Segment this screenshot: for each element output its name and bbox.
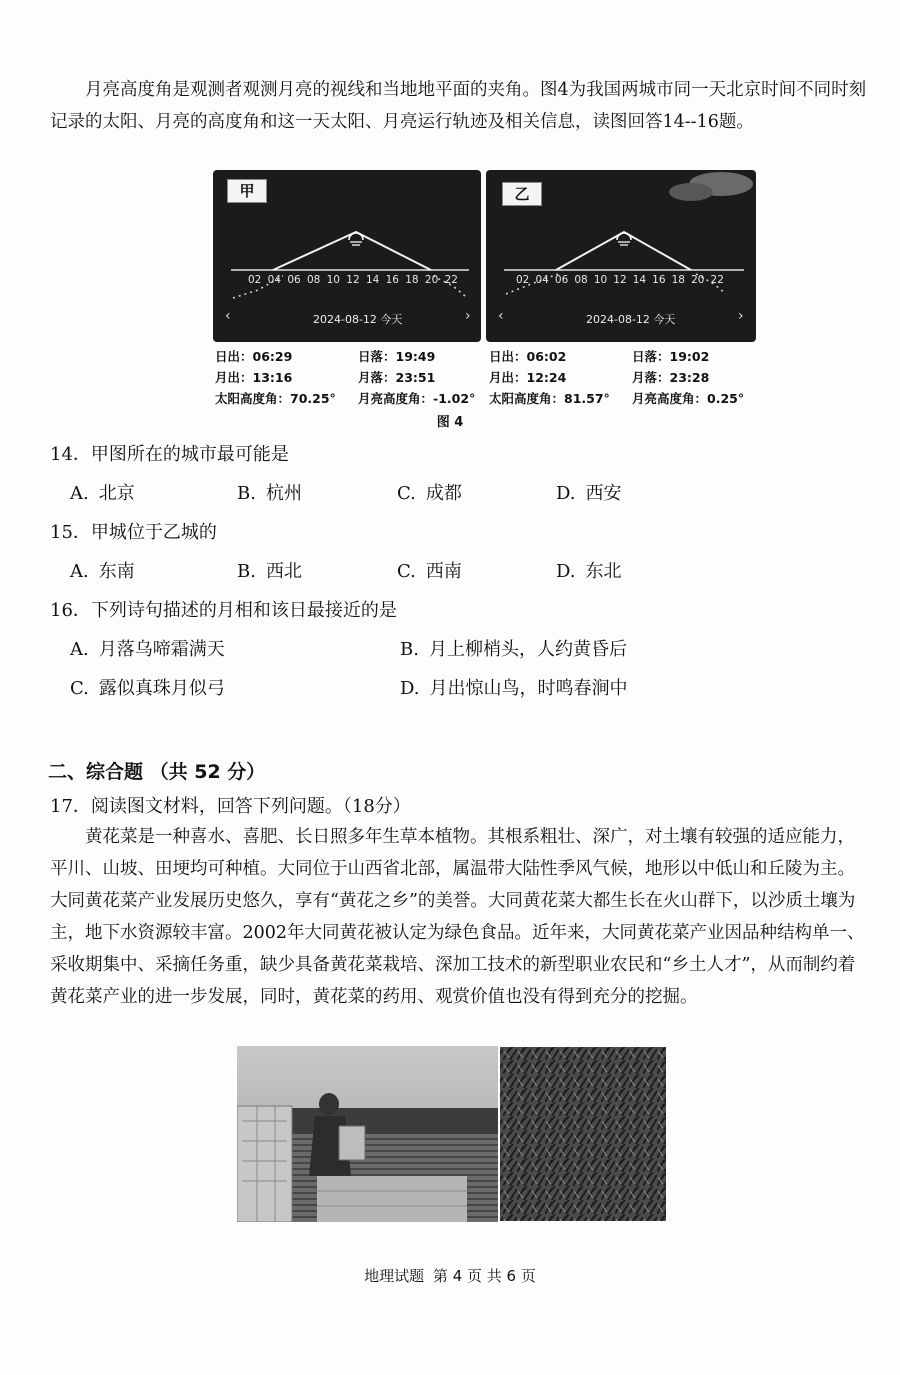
time-axis-ticks-jia (248, 274, 458, 286)
question-16-option-a[interactable]: A. 月落乌啼霜满天 (70, 639, 225, 660)
question-14-option-b[interactable]: B. 杭州 (237, 483, 302, 504)
tick-label: 22 (444, 274, 458, 286)
figure-caption: 图 4 (436, 415, 464, 430)
date-label-jia: 2024-08-12 今天 (313, 313, 403, 326)
chevron-left-icon[interactable]: ‹ (225, 308, 231, 324)
page-footer (0, 1265, 900, 1286)
tick-label: 10 (593, 274, 608, 286)
moon-altitude-yi: 月亮高度角：0.25° (632, 391, 745, 406)
question-15-option-d[interactable]: D. 东北 (556, 561, 622, 582)
footer-page: 第 4 页 共 6 页 (432, 1267, 536, 1285)
tick-label: 14 (365, 274, 380, 286)
question-15-option-a[interactable]: A. 东南 (70, 561, 135, 582)
moonset-yi: 月落：23:28 (632, 370, 710, 385)
question-15-option-c[interactable]: C. 西南 (397, 561, 462, 582)
time-axis-ticks-yi (516, 274, 724, 286)
question-16-option-b[interactable]: B. 月上柳梢头，人约黄昏后 (400, 639, 627, 660)
tick-label: 18 (405, 274, 419, 286)
tick-label: 16 (652, 274, 666, 286)
question-16-stem: 16．下列诗句描述的月相和该日最接近的是 (50, 600, 397, 621)
daylily-photo (237, 1046, 667, 1222)
moonset-jia: 月落：23:51 (358, 370, 436, 385)
section-title: 二、综合题 （共 52 分） (48, 761, 266, 783)
tick-label: 20 (691, 274, 705, 286)
panel-label-yi: 乙 (502, 182, 542, 206)
tick-label: 08 (306, 274, 321, 286)
moonrise-yi: 月出：12:24 (489, 370, 567, 385)
daylily-photo-art (237, 1046, 667, 1222)
info-right-jia (358, 346, 475, 409)
question-14-stem: 14．甲图所在的城市最可能是 (50, 444, 289, 465)
info-right-yi (632, 346, 744, 409)
sunset-yi: 日落：19:02 (632, 349, 710, 364)
sunset-jia: 日落：19:49 (358, 349, 436, 364)
tick-label: 14 (632, 274, 647, 286)
tick-label: 02 (516, 274, 530, 286)
moon-altitude-jia: 月亮高度角：-1.02° (358, 391, 476, 406)
tick-label: 18 (671, 274, 685, 286)
sunrise-jia: 日出：06:29 (215, 349, 293, 364)
panel-label-jia: 甲 (227, 179, 267, 203)
question-15-stem: 15．甲城位于乙城的 (50, 522, 217, 543)
tick-label: 02 (248, 274, 262, 286)
sun-icon (617, 233, 631, 245)
tick-label: 06 (554, 274, 569, 286)
chevron-right-icon[interactable]: › (465, 308, 471, 324)
tick-label: 10 (326, 274, 340, 286)
question-14-option-a[interactable]: A. 北京 (70, 483, 135, 504)
info-left-yi (489, 346, 610, 409)
moonrise-jia: 月出：13:16 (215, 370, 293, 385)
question-17-stem: 17．阅读图文材料，回答下列问题。（18分） (50, 796, 411, 817)
intro-paragraph: 月亮高度角是观测者观测月亮的视线和当地地平面的夹角。图4为我国两城市同一天北京时间不同时刻记录的太阳、月亮的高度角和这一天太阳、月亮运行轨迹及相关信息，读图回答14--16题。 (50, 80, 867, 132)
question-14-option-c[interactable]: C. 成都 (397, 483, 462, 504)
tick-label: 20 (424, 274, 439, 286)
tick-label: 06 (287, 274, 301, 286)
question-17-material: 黄花菜是一种喜水、喜肥、长日照多年生草本植物。其根系粗壮、深广，对土壤有较强的适应能力，平川、山坡、田埂均可种植。大同位于山西省北部，属温带大陆性季风气候，地形以中低山和丘陵为主。大同黄花菜产业发展历史悠久，享有“黄花之乡”的美誉。大同黄花菜大都生长在火山群下，以沙质土壤为主，地下水资源较丰富。2002年大同黄花被认定为绿色食品。近年来，大同黄花菜产业因品种结构单一、采收期集中、采摘任务重，缺少具备黄花菜栽培、深加工技术的新型职业农民和“乡土人才”，从而制约着黄花菜产业的进一步发展，同时，黄花菜的药用、观赏价值也没有得到充分的挖掘。 (50, 827, 865, 1007)
tick-label: 08 (574, 274, 588, 286)
tick-label: 04 (535, 274, 549, 286)
sun-altitude-yi: 太阳高度角：81.57° (489, 391, 610, 406)
sunrise-yi: 日出：06:02 (489, 349, 567, 364)
tick-label: 12 (613, 274, 627, 286)
question-16-option-c[interactable]: C. 露似真珠月似弓 (70, 678, 225, 699)
chevron-right-icon[interactable]: › (738, 308, 744, 324)
question-15-option-b[interactable]: B. 西北 (237, 561, 302, 582)
chevron-left-icon[interactable]: ‹ (498, 308, 504, 324)
question-16-option-d[interactable]: D. 月出惊山鸟，时鸣春涧中 (400, 678, 628, 699)
tick-label: 22 (710, 274, 724, 286)
sun-icon (349, 233, 363, 245)
footer-subject: 地理试题 (364, 1267, 425, 1285)
tick-label: 16 (385, 274, 399, 286)
question-14-option-d[interactable]: D. 西安 (556, 483, 622, 504)
date-label-yi: 2024-08-12 今天 (586, 313, 676, 326)
sun-altitude-jia: 太阳高度角：70.25° (215, 391, 336, 406)
figure-panel-jia (213, 170, 481, 342)
tick-label: 04 (267, 274, 282, 286)
figure-panel-yi (486, 170, 756, 342)
info-left-jia (215, 346, 336, 409)
tick-label: 12 (346, 274, 360, 286)
